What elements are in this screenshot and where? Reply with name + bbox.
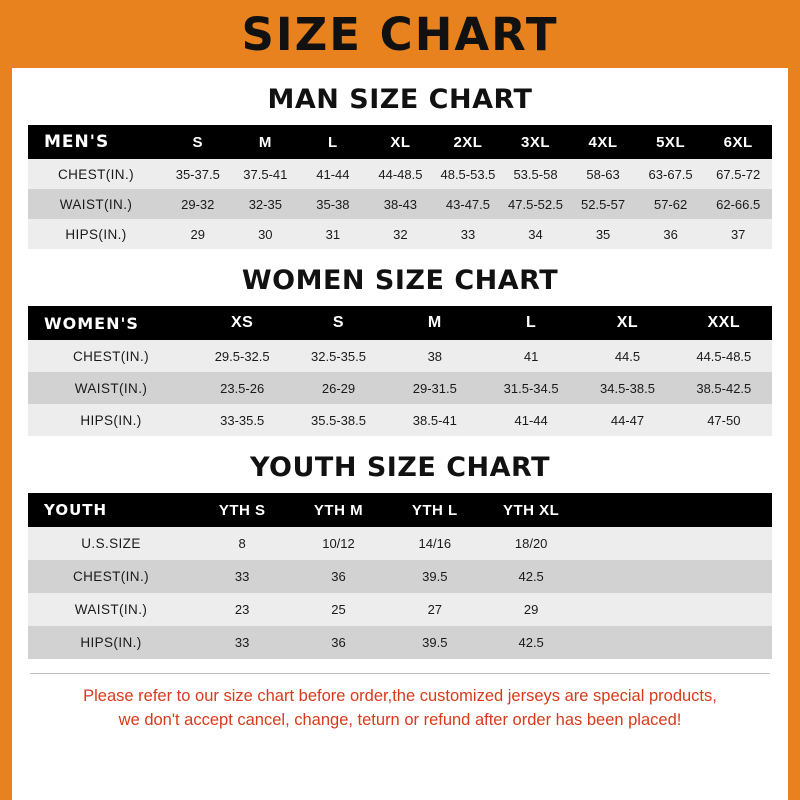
man-row-label-waist: WAIST(IN.) (59, 196, 133, 212)
table-cell: 35 (595, 226, 611, 242)
table-cell: 53.5-58 (513, 166, 558, 182)
page-title: SIZE CHART (241, 7, 559, 61)
table-cell: 33-35.5 (220, 412, 265, 428)
table-cell (676, 560, 772, 593)
man-col-header-l: L (299, 125, 367, 159)
table-cell: 26-29 (321, 380, 356, 396)
table-cell: 32 (393, 226, 408, 242)
footer-line-2: we don't accept cancel, change, teturn or refund after order has been placed! (118, 710, 682, 729)
table-cell: 52.5-57 (581, 196, 626, 212)
women-col-header-xs: XS (194, 306, 290, 340)
man-col-header-3xl: 3XL (502, 125, 570, 159)
table-cell: 33 (234, 635, 250, 650)
man-col-header-4xl: 4XL (569, 125, 637, 159)
table-cell: 32-35 (248, 196, 282, 212)
youth-col-header-m: YTH M (290, 493, 386, 527)
table-cell: 23.5-26 (220, 380, 265, 396)
table-header-row (28, 493, 772, 527)
man-row-label-hips: HIPS(IN.) (65, 226, 127, 242)
women-row-label-waist: WAIST(IN.) (74, 380, 148, 396)
header-banner (0, 0, 800, 68)
table-cell: 36 (663, 226, 678, 242)
footer-disclaimer (30, 673, 770, 733)
man-table-body (28, 159, 772, 249)
women-col-header-l: L (483, 306, 579, 340)
table-cell: 36 (331, 569, 346, 584)
man-size-table (28, 125, 772, 249)
table-cell: 31 (325, 226, 341, 242)
youth-row-label-hips: HIPS(IN.) (80, 635, 142, 650)
table-cell: 29 (523, 602, 539, 617)
women-section-title: WOMEN SIZE CHART (241, 265, 559, 296)
table-cell: 58-63 (586, 166, 620, 182)
table-cell: 44-48.5 (378, 166, 423, 182)
table-header-row (28, 306, 772, 340)
table-cell: 62-66.5 (716, 196, 761, 212)
table-cell: 44.5 (614, 348, 641, 364)
table-cell: 14/16 (418, 536, 452, 551)
women-table-head (28, 306, 772, 340)
table-cell: 41 (523, 348, 539, 364)
women-row-label-chest: CHEST(IN.) (73, 348, 149, 364)
man-table-head (28, 125, 772, 159)
table-cell: 44-47 (610, 412, 645, 428)
youth-col-header-l: YTH L (387, 493, 483, 527)
table-cell: 33 (234, 569, 250, 584)
table-cell: 29-32 (181, 196, 215, 212)
table-cell: 8 (238, 536, 246, 551)
man-col-header-5xl: 5XL (637, 125, 705, 159)
table-cell (579, 560, 675, 593)
table-cell: 41-44 (316, 166, 350, 182)
table-cell (676, 626, 772, 659)
table-cell: 67.5-72 (716, 166, 761, 182)
table-row (28, 189, 772, 219)
man-col-header-m: M (232, 125, 300, 159)
women-col-header-m: M (387, 306, 483, 340)
table-cell: 38.5-41 (412, 412, 457, 428)
footer-line-1: Please refer to our size chart before order,the customized jerseys are special products, (83, 687, 717, 705)
youth-col-header-s: YTH S (194, 493, 290, 527)
table-cell: 38 (427, 348, 443, 364)
table-cell: 35-37.5 (175, 166, 220, 182)
youth-table-body (28, 527, 772, 659)
youth-col-header-empty-2 (676, 493, 772, 527)
table-cell: 37 (730, 226, 746, 242)
man-row-label-header: MEN'S (28, 125, 164, 159)
table-cell (579, 626, 675, 659)
table-row (28, 593, 772, 626)
man-col-header-xl: XL (367, 125, 435, 159)
women-size-table (28, 306, 772, 436)
table-row (28, 159, 772, 189)
table-cell: 33 (460, 226, 476, 242)
table-cell: 42.5 (518, 569, 544, 584)
table-cell: 35.5-38.5 (311, 412, 366, 428)
youth-col-header-empty-1 (579, 493, 675, 527)
table-row (28, 626, 772, 659)
women-col-header-xxl: XXL (676, 306, 772, 340)
table-cell: 47.5-52.5 (508, 196, 563, 212)
youth-section-title: YOUTH SIZE CHART (249, 452, 551, 483)
table-cell: 39.5 (422, 569, 448, 584)
table-cell: 42.5 (518, 635, 544, 650)
table-cell: 31.5-34.5 (503, 380, 559, 396)
table-cell: 36 (331, 635, 346, 650)
table-cell: 57-62 (653, 196, 688, 212)
table-cell (579, 527, 675, 560)
table-cell (676, 527, 772, 560)
table-cell: 35-38 (316, 196, 350, 212)
table-cell: 38-43 (383, 196, 418, 212)
table-cell: 18/20 (514, 536, 548, 551)
table-cell: 44.5-48.5 (696, 348, 752, 364)
table-cell: 27 (427, 602, 443, 617)
table-row (28, 219, 772, 249)
women-col-header-s: S (290, 306, 386, 340)
youth-row-label-waist: WAIST(IN.) (74, 602, 148, 617)
table-cell (579, 593, 675, 626)
table-cell: 29 (190, 226, 205, 242)
table-header-row (28, 125, 772, 159)
table-cell: 34.5-38.5 (600, 380, 655, 396)
table-cell: 63-67.5 (648, 166, 693, 182)
man-section-title: MAN SIZE CHART (267, 84, 533, 115)
table-row (28, 404, 772, 436)
women-table-body (28, 340, 772, 436)
table-cell: 29.5-32.5 (214, 348, 270, 364)
table-cell: 25 (331, 602, 346, 617)
table-cell: 37.5-41 (243, 166, 288, 182)
table-cell: 10/12 (322, 536, 355, 551)
table-row (28, 340, 772, 372)
table-row (28, 372, 772, 404)
table-row (28, 527, 772, 560)
table-cell: 43-47.5 (445, 196, 490, 212)
table-cell: 34 (528, 226, 543, 242)
youth-col-header-xl: YTH XL (483, 493, 579, 527)
youth-size-table (28, 493, 772, 659)
table-cell: 32.5-35.5 (311, 348, 366, 364)
women-col-header-xl: XL (579, 306, 675, 340)
table-cell: 38.5-42.5 (696, 380, 752, 396)
table-cell: 41-44 (514, 412, 548, 428)
table-cell: 48.5-53.5 (440, 166, 496, 182)
women-row-label-hips: HIPS(IN.) (80, 412, 142, 428)
table-cell: 23 (234, 602, 250, 617)
youth-table-head (28, 493, 772, 527)
youth-row-label-us-size: U.S.SIZE (81, 536, 141, 551)
man-col-header-2xl: 2XL (434, 125, 502, 159)
table-cell: 30 (258, 226, 273, 242)
women-row-label-header: WOMEN'S (28, 306, 194, 340)
table-cell: 39.5 (422, 635, 448, 650)
youth-row-label-header: YOUTH (28, 493, 194, 527)
man-col-header-s: S (164, 125, 232, 159)
table-cell (676, 593, 772, 626)
table-row (28, 560, 772, 593)
table-cell: 47-50 (707, 412, 741, 428)
man-row-label-chest: CHEST(IN.) (58, 166, 134, 182)
youth-row-label-chest: CHEST(IN.) (73, 569, 149, 584)
table-cell: 29-31.5 (412, 380, 457, 396)
man-col-header-6xl: 6XL (704, 125, 772, 159)
